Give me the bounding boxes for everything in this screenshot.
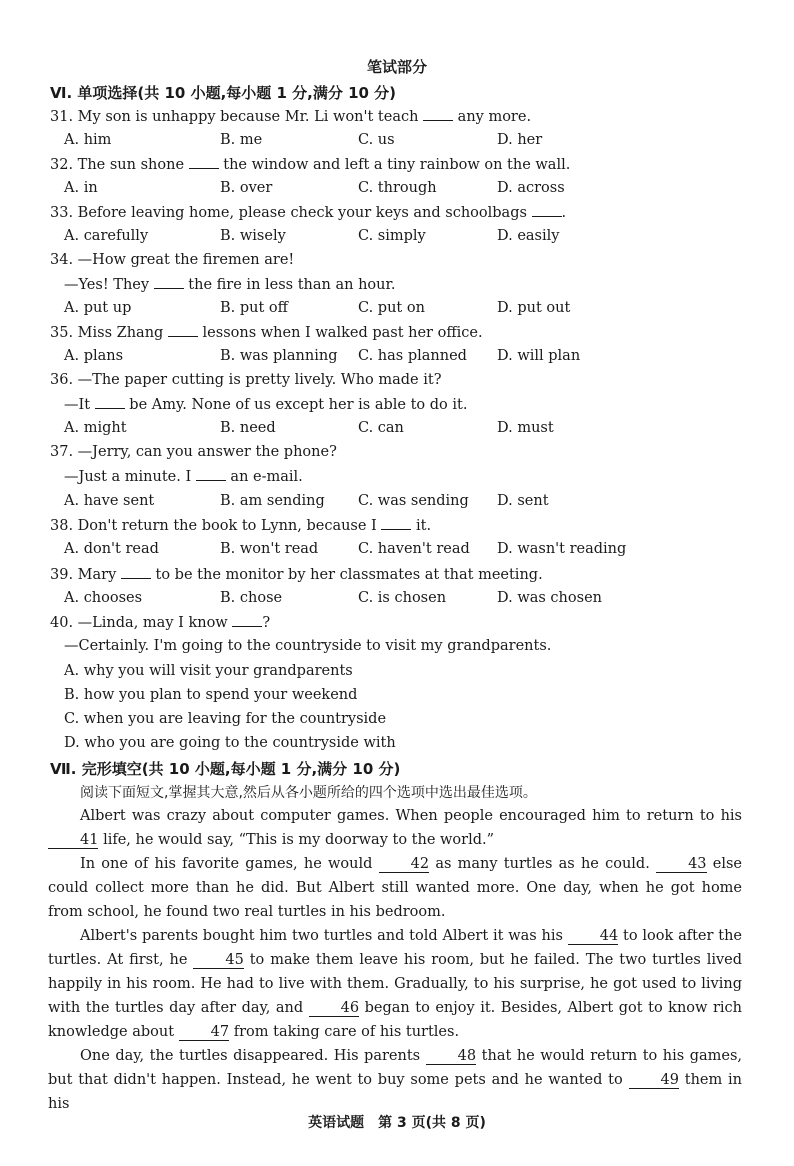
question-32: 32. The sun shone the window and left a tiny rainbow on the wall. — [50, 157, 571, 173]
section-6-heading: Ⅵ. 单项选择(共 10 小题,每小题 1 分,满分 10 分) — [50, 84, 397, 102]
question-36: 36. —The paper cutting is pretty lively. Who made it? — [50, 372, 442, 388]
q31-option-b: B. me — [220, 132, 263, 148]
blank-48: 48 — [426, 1048, 476, 1065]
question-35: 35. Miss Zhang lessons when I walked past her office. — [50, 325, 483, 341]
page-footer: 英语试题 第 3 页(共 8 页) — [308, 1115, 486, 1131]
blank-45: 45 — [193, 952, 243, 969]
blank-47: 47 — [179, 1024, 229, 1041]
passage-paragraph: Albert's parents bought him two turtles and told Albert it was his 44 to look after the turtles. At first, he 45 to make them leave his room, but he failed. The two turtles lived happily in his room. He had to live with them. Gradually, to his surprise, he got used to living with the turtles day after day, and 46 began to enjoy it. Besides, Albert got to know rich knowledge about 47 from taking care of his turtles. — [48, 928, 743, 1040]
q35-option-b: B. was planning — [220, 348, 338, 364]
q33-option-a: A. carefully — [64, 228, 149, 244]
q32-option-c: C. through — [358, 180, 437, 196]
question-40: 40. —Linda, may I know ? — [50, 615, 271, 631]
q31-option-c: C. us — [358, 132, 395, 148]
question-39: 39. Mary to be the monitor by her classmates at that meeting. — [50, 567, 543, 583]
q40-option-b: B. how you plan to spend your weekend — [64, 687, 358, 703]
q37-option-c: C. was sending — [358, 493, 469, 509]
q36-option-c: C. can — [358, 420, 404, 436]
passage-paragraph: Albert was crazy about computer games. When people encouraged him to return to his 41 life, he would say, “This is my doorway to the world.” — [48, 804, 742, 852]
answer-blank — [423, 108, 453, 121]
q39-option-b: B. chose — [220, 590, 283, 606]
question-31: 31. My son is unhappy because Mr. Li won't teach any more. — [50, 109, 532, 125]
blank-49: 49 — [629, 1072, 679, 1089]
q38-option-a: A. don't read — [64, 541, 159, 557]
q34-option-a: A. put up — [64, 300, 132, 316]
q36-option-b: B. need — [220, 420, 276, 436]
answer-blank — [232, 614, 262, 627]
answer-blank — [196, 468, 226, 481]
blank-41: 41 — [48, 832, 98, 849]
q35-option-a: A. plans — [64, 348, 124, 364]
q33-option-c: C. simply — [358, 228, 426, 244]
q32-option-b: B. over — [220, 180, 273, 196]
q32-option-d: D. across — [497, 180, 565, 196]
q31-option-d: D. her — [497, 132, 543, 148]
answer-blank — [121, 566, 151, 579]
q38-option-b: B. won't read — [220, 541, 319, 557]
q36-option-d: D. must — [497, 420, 554, 436]
q33-option-b: B. wisely — [220, 228, 286, 244]
q38-option-d: D. wasn't reading — [497, 541, 627, 557]
q34-option-c: C. put on — [358, 300, 425, 316]
cloze-passage — [48, 804, 742, 1116]
blank-43: 43 — [656, 856, 706, 873]
q38-option-c: C. haven't read — [358, 541, 470, 557]
q37-option-b: B. am sending — [220, 493, 325, 509]
q37-option-d: D. sent — [497, 493, 549, 509]
blank-42: 42 — [379, 856, 429, 873]
answer-blank — [189, 156, 219, 169]
q40-option-a: A. why you will visit your grandparents — [64, 663, 353, 679]
q37-option-a: A. have sent — [64, 493, 155, 509]
question-38: 38. Don't return the book to Lynn, because I it. — [50, 518, 432, 534]
q36-option-a: A. might — [64, 420, 127, 436]
passage-paragraph: One day, the turtles disappeared. His parents 48 that he would return to his games, but that didn't happen. Instead, he went to buy some pets and he wanted to 49 them in his — [48, 1048, 743, 1112]
page-title: 笔试部分 — [366, 58, 427, 76]
q34-option-d: D. put out — [497, 300, 571, 316]
q39-option-c: C. is chosen — [358, 590, 447, 606]
passage-paragraph: In one of his favorite games, he would 42 as many turtles as he could. 43 else could collect more than he did. But Albert still wanted more. One day, when he got home from school, he found two real turtles in his bedroom. — [48, 856, 742, 920]
q35-option-d: D. will plan — [497, 348, 581, 364]
q32-option-a: A. in — [64, 180, 98, 196]
q33-option-d: D. easily — [497, 228, 560, 244]
question-34: 34. —How great the firemen are! — [50, 252, 295, 268]
q34-option-b: B. put off — [220, 300, 288, 316]
answer-blank — [154, 276, 184, 289]
answer-blank — [532, 204, 562, 217]
question-37-reply: —Just a minute. I an e-mail. — [64, 469, 303, 485]
q40-option-d: D. who you are going to the countryside with — [64, 735, 396, 751]
question-37: 37. —Jerry, can you answer the phone? — [50, 444, 337, 460]
q40-option-c: C. when you are leaving for the countryside — [64, 711, 387, 727]
question-34-reply: —Yes! They the fire in less than an hour. — [64, 277, 396, 293]
q39-option-d: D. was chosen — [497, 590, 602, 606]
answer-blank — [381, 517, 411, 530]
answer-blank — [168, 324, 198, 337]
question-40-reply: —Certainly. I'm going to the countryside to visit my grandparents. — [64, 638, 552, 654]
answer-blank — [95, 396, 125, 409]
q39-option-a: A. chooses — [64, 590, 143, 606]
q31-option-a: A. him — [64, 132, 112, 148]
question-36-reply: —It be Amy. None of us except her is able to do it. — [64, 397, 468, 413]
question-33: 33. Before leaving home, please check your keys and schoolbags . — [50, 205, 567, 221]
q35-option-c: C. has planned — [358, 348, 467, 364]
section-7-instruction: 阅读下面短文,掌握其大意,然后从各小题所给的四个选项中选出最佳选项。 — [80, 785, 537, 801]
section-7-heading: Ⅶ. 完形填空(共 10 小题,每小题 1 分,满分 10 分) — [50, 760, 401, 778]
blank-46: 46 — [309, 1000, 359, 1017]
blank-44: 44 — [568, 928, 618, 945]
